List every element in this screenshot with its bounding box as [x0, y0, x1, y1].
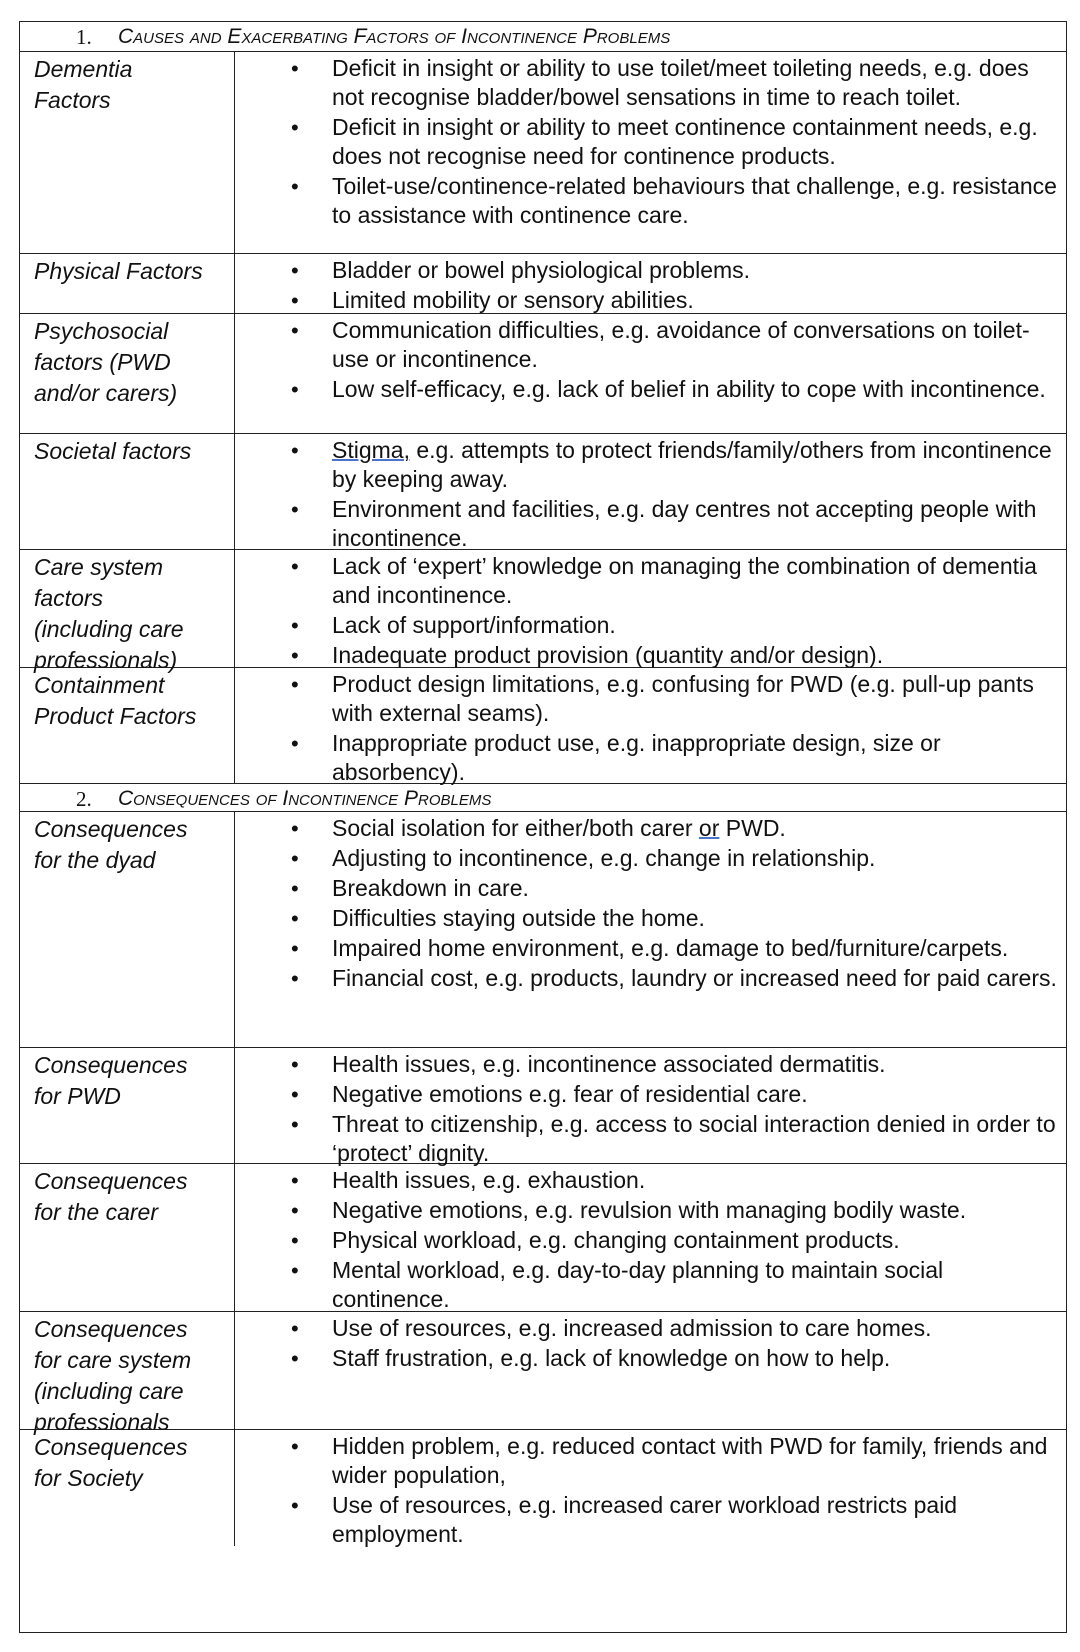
list-item-text: Negative emotions, e.g. revulsion with managing bodily waste. — [332, 1197, 967, 1223]
list-item-text: Bladder or bowel physiological problems. — [332, 257, 751, 283]
section-number: 1. — [76, 25, 92, 49]
bullet-list — [235, 550, 1066, 667]
bullet-icon: • — [291, 1346, 299, 1371]
list-item — [235, 1050, 1058, 1079]
list-item-text: Low self-efficacy, e.g. lack of belief in ability to cope with incontinence. — [332, 376, 1046, 402]
bullet-icon: • — [291, 1052, 299, 1077]
bullet-icon: • — [291, 174, 299, 199]
category-label: Containment Product Factors — [20, 668, 235, 783]
list-item-text: Deficit in insight or ability to meet continence containment needs, e.g. does not recognise need for continence products. — [332, 114, 1038, 169]
category-label: Consequences for care system (including care professionals — [20, 1312, 235, 1429]
list-item — [235, 54, 1058, 112]
list-item-text: Lack of ‘expert’ knowledge on managing the combination of dementia and incontinence. — [332, 553, 1037, 608]
table-row-physical-factors — [20, 254, 1066, 314]
list-item-text: Hidden problem, e.g. reduced contact with PWD for family, friends and wider population, — [332, 1433, 1048, 1488]
list-item-text: Financial cost, e.g. products, laundry or increased need for paid carers. — [332, 965, 1057, 991]
category-label: Consequences for PWD — [20, 1048, 235, 1163]
section-heading: Causes and Exacerbating Factors of Incontinence Problems — [118, 25, 671, 48]
section-title — [20, 784, 1066, 812]
list-item — [235, 1432, 1058, 1490]
bullet-icon: • — [291, 846, 299, 871]
list-item — [235, 844, 1058, 873]
table-row-societal-factors — [20, 434, 1066, 550]
list-item-text: Lack of support/information. — [332, 612, 616, 638]
bullet-icon: • — [291, 1112, 299, 1137]
list-item-text: Inadequate product provision (quantity and/or design). — [332, 642, 884, 668]
table-row-consequences-for-the-dyad — [20, 812, 1066, 1048]
list-item — [235, 286, 1058, 315]
list-item — [235, 1196, 1058, 1225]
bullet-icon: • — [291, 56, 299, 81]
category-label: Consequences for the dyad — [20, 812, 235, 1047]
list-item — [235, 1314, 1058, 1343]
bullet-list — [235, 314, 1066, 433]
list-item — [235, 552, 1058, 610]
bullet-icon: • — [291, 377, 299, 402]
bullet-icon: • — [291, 497, 299, 522]
list-item — [235, 1491, 1058, 1549]
table-row-consequences-for-society — [20, 1430, 1066, 1546]
list-item-text: Limited mobility or sensory abilities. — [332, 287, 694, 313]
category-label: Societal factors — [20, 434, 235, 549]
table-row-consequences-for-the-carer — [20, 1164, 1066, 1312]
list-item — [235, 641, 1058, 670]
table-row-consequences-for-pwd — [20, 1048, 1066, 1164]
bullet-icon: • — [291, 1168, 299, 1193]
bullet-icon: • — [291, 1198, 299, 1223]
list-item — [235, 874, 1058, 903]
table-row-care-system-factors-including-care-professionals — [20, 550, 1066, 673]
bullet-list — [235, 1312, 1066, 1429]
list-item-text: Threat to citizenship, e.g. access to social interaction denied in order to ‘protect’ dignity. — [332, 1111, 1056, 1166]
list-item — [235, 904, 1058, 933]
list-item-text: Health issues, e.g. exhaustion. — [332, 1167, 646, 1193]
table-row-dementia-factors — [20, 52, 1066, 254]
list-item-text: Stigma, e.g. attempts to protect friends/family/others from incontinence by keeping away. — [332, 437, 1052, 492]
list-item-text: Social isolation for either/both carer or PWD. — [332, 815, 786, 841]
section-number: 2. — [76, 787, 92, 811]
list-item — [235, 113, 1058, 171]
list-item — [235, 1110, 1058, 1168]
list-item-text: Difficulties staying outside the home. — [332, 905, 705, 931]
bullet-icon: • — [291, 258, 299, 283]
list-item — [235, 814, 1058, 843]
list-item-text: Toilet-use/continence-related behaviours that challenge, e.g. resistance to assistance with continence care. — [332, 173, 1057, 228]
list-item — [235, 495, 1058, 553]
bullet-icon: • — [291, 613, 299, 638]
bullet-list — [235, 668, 1066, 783]
bullet-icon: • — [291, 672, 299, 697]
section-heading: Consequences of Incontinence Problems — [118, 787, 492, 810]
bullet-icon: • — [291, 554, 299, 579]
category-label: Physical Factors — [20, 254, 235, 313]
list-item — [235, 934, 1058, 963]
bullet-icon: • — [291, 876, 299, 901]
list-item-text: Communication difficulties, e.g. avoidance of conversations on toilet-use or incontinence. — [332, 317, 1030, 372]
bullet-icon: • — [291, 1316, 299, 1341]
category-label: Dementia Factors — [20, 52, 235, 253]
bullet-icon: • — [291, 936, 299, 961]
list-item — [235, 729, 1058, 787]
list-item-text: Health issues, e.g. incontinence associated dermatitis. — [332, 1051, 886, 1077]
bullet-icon: • — [291, 731, 299, 756]
bullet-list — [235, 254, 1066, 313]
list-item — [235, 1080, 1058, 1109]
category-label: Psychosocial factors (PWD and/or carers) — [20, 314, 235, 433]
bullet-icon: • — [291, 318, 299, 343]
list-item-text: Deficit in insight or ability to use toilet/meet toileting needs, e.g. does not recognise bladder/bowel sensations in time to reach toilet. — [332, 55, 1029, 110]
bullet-icon: • — [291, 1493, 299, 1518]
list-item — [235, 1166, 1058, 1195]
bullet-list — [235, 1164, 1066, 1311]
list-item-text: Physical workload, e.g. changing containment products. — [332, 1227, 900, 1253]
list-item-text: Mental workload, e.g. day-to-day planning to maintain social continence. — [332, 1257, 944, 1312]
list-item-text: Adjusting to incontinence, e.g. change in relationship. — [332, 845, 876, 871]
bullet-icon: • — [291, 1228, 299, 1253]
list-item — [235, 436, 1058, 494]
category-label: Consequences for the carer — [20, 1164, 235, 1311]
bullet-icon: • — [291, 115, 299, 140]
bullet-icon: • — [291, 1434, 299, 1459]
table-row-consequences-for-care-system-including-care-professionals — [20, 1312, 1066, 1435]
list-item-text: Product design limitations, e.g. confusing for PWD (e.g. pull-up pants with external seams). — [332, 671, 1034, 726]
factors-table — [19, 21, 1067, 1633]
list-item — [235, 611, 1058, 640]
bullet-icon: • — [291, 288, 299, 313]
list-item-text: Use of resources, e.g. increased carer workload restricts paid employment. — [332, 1492, 958, 1547]
list-item — [235, 1226, 1058, 1255]
list-item — [235, 375, 1058, 404]
bullet-icon: • — [291, 1258, 299, 1283]
bullet-icon: • — [291, 438, 299, 463]
list-item — [235, 256, 1058, 285]
bullet-icon: • — [291, 816, 299, 841]
bullet-list — [235, 1048, 1066, 1166]
bullet-list — [235, 434, 1066, 549]
category-label: Consequences for Society — [20, 1430, 235, 1546]
list-item-text: Staff frustration, e.g. lack of knowledge on how to help. — [332, 1345, 891, 1371]
bullet-list — [235, 52, 1066, 253]
list-item — [235, 316, 1058, 374]
bullet-list — [235, 812, 1066, 1047]
list-item — [235, 670, 1058, 728]
list-item-text: Impaired home environment, e.g. damage to bed/furniture/carpets. — [332, 935, 1009, 961]
list-item-text: Use of resources, e.g. increased admission to care homes. — [332, 1315, 932, 1341]
bullet-list — [235, 1430, 1066, 1546]
category-label: Care system factors (including care professionals) — [20, 550, 235, 667]
list-item — [235, 964, 1058, 993]
bullet-icon: • — [291, 1082, 299, 1107]
list-item — [235, 1256, 1058, 1314]
table-row-containment-product-factors — [20, 668, 1066, 784]
list-item-text: Negative emotions e.g. fear of residential care. — [332, 1081, 808, 1107]
list-item-text: Environment and facilities, e.g. day centres not accepting people with incontinence. — [332, 496, 1037, 551]
list-item — [235, 172, 1058, 230]
bullet-icon: • — [291, 966, 299, 991]
list-item-text: Breakdown in care. — [332, 875, 529, 901]
bullet-icon: • — [291, 643, 299, 668]
bullet-icon: • — [291, 906, 299, 931]
table-row-psychosocial-factors-pwd-and-or-carers — [20, 314, 1066, 434]
section-title — [20, 22, 1066, 52]
list-item — [235, 1344, 1058, 1373]
list-item-text: Inappropriate product use, e.g. inappropriate design, size or absorbency). — [332, 730, 941, 785]
